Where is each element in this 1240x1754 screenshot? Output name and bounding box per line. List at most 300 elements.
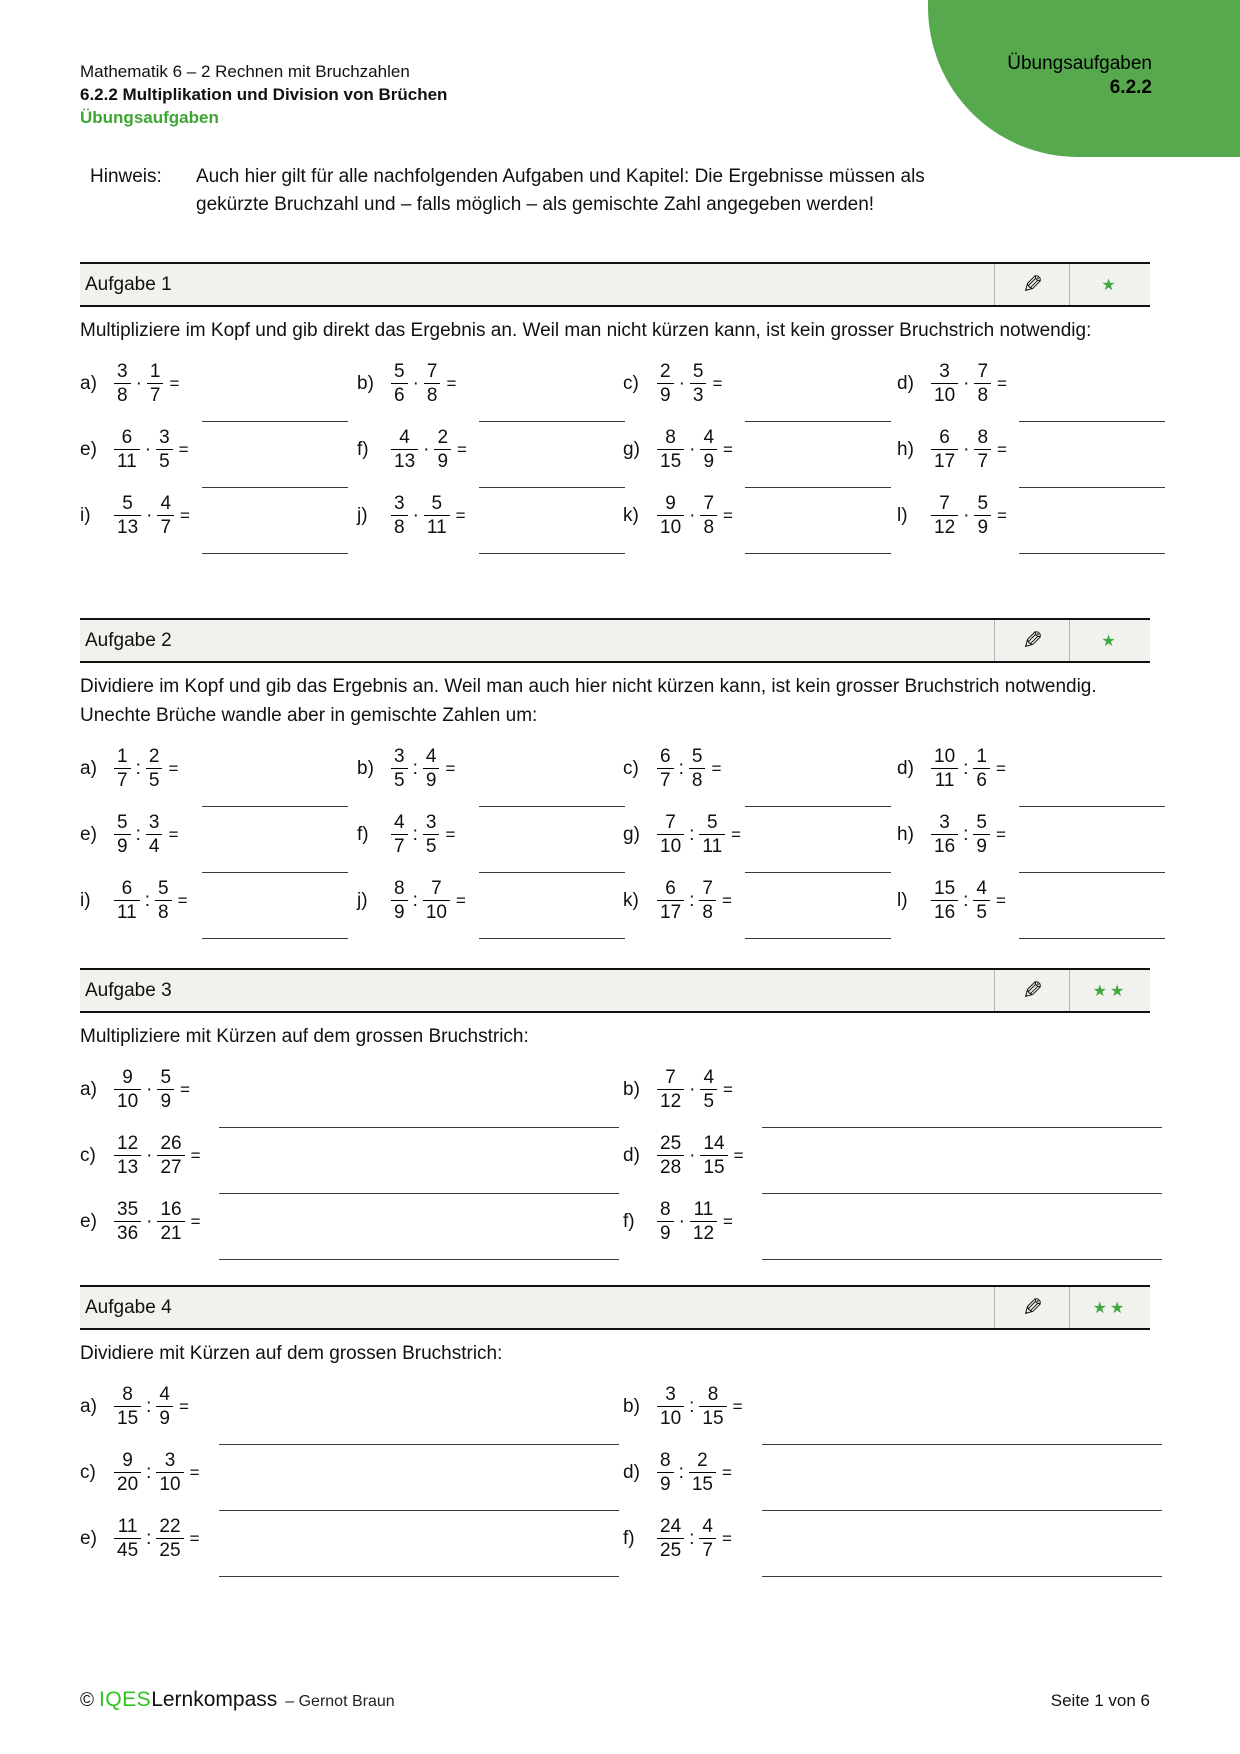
problem-cell bbox=[897, 424, 1150, 490]
operator-sign: : bbox=[146, 1395, 152, 1417]
problem-cell bbox=[80, 743, 357, 809]
operator-sign: · bbox=[678, 372, 685, 394]
problem-expression bbox=[80, 746, 357, 791]
equals-sign: = bbox=[455, 505, 466, 525]
footer-brand-iqes: IQES bbox=[99, 1688, 152, 1711]
fraction-first bbox=[114, 1450, 141, 1495]
fraction-first bbox=[114, 1133, 141, 1178]
fraction-second bbox=[156, 1516, 183, 1561]
fraction-second bbox=[974, 427, 991, 472]
operator-sign: : bbox=[963, 757, 969, 779]
fraction-numerator: 5 bbox=[974, 493, 991, 516]
operator-sign: · bbox=[689, 1078, 696, 1100]
fraction-numerator: 3 bbox=[156, 1450, 183, 1473]
fraction-numerator: 9 bbox=[114, 1067, 141, 1090]
equals-sign: = bbox=[733, 1145, 744, 1165]
fraction-numerator: 11 bbox=[114, 1516, 141, 1539]
fraction-denominator: 16 bbox=[934, 836, 956, 857]
fraction-numerator: 8 bbox=[657, 1450, 674, 1473]
fraction-numerator: 5 bbox=[424, 493, 450, 516]
problem-label: d) bbox=[623, 1461, 640, 1483]
header-chapter-line: 6.2.2 Multiplikation und Division von Brüchen bbox=[80, 85, 448, 104]
problems-grid bbox=[80, 1381, 1150, 1579]
fraction-denominator: 13 bbox=[117, 517, 139, 538]
problem-expression bbox=[357, 746, 623, 791]
problem-cell bbox=[623, 1064, 1150, 1130]
problems-grid bbox=[80, 1064, 1150, 1262]
equals-sign: = bbox=[189, 1462, 200, 1482]
fraction-numerator: 7 bbox=[423, 878, 450, 901]
pencil-cell bbox=[994, 1287, 1069, 1328]
answer-blank-line bbox=[219, 1444, 619, 1445]
operator-sign: : bbox=[412, 889, 418, 911]
equals-sign: = bbox=[722, 1528, 732, 1548]
fraction-first bbox=[114, 1384, 141, 1429]
equals-sign: = bbox=[168, 758, 179, 778]
fraction-second bbox=[699, 878, 716, 923]
fraction-first bbox=[114, 812, 131, 857]
equals-sign: = bbox=[446, 373, 457, 393]
problem-label: c) bbox=[80, 1144, 96, 1166]
problem-cell bbox=[623, 875, 897, 941]
fraction-denominator: 10 bbox=[159, 1474, 181, 1495]
fraction-first bbox=[931, 427, 958, 472]
fraction-numerator: 1 bbox=[147, 361, 164, 384]
fraction-second bbox=[700, 1133, 727, 1178]
fraction-second bbox=[973, 812, 990, 857]
equals-sign: = bbox=[997, 439, 1007, 459]
task-title: Aufgabe 4 bbox=[85, 1296, 172, 1318]
answer-blank-line bbox=[745, 553, 891, 554]
problem-expression bbox=[80, 1450, 623, 1495]
fraction-second bbox=[973, 878, 990, 923]
problem-expression bbox=[80, 493, 357, 538]
problem-cell bbox=[80, 809, 357, 875]
fraction-numerator: 3 bbox=[931, 361, 958, 384]
answer-blank-line bbox=[219, 1576, 619, 1577]
problem-cell bbox=[897, 809, 1150, 875]
equals-sign: = bbox=[190, 1211, 201, 1231]
problem-expression bbox=[623, 812, 897, 857]
task-title: Aufgabe 2 bbox=[85, 629, 172, 651]
answer-blank-line bbox=[762, 1127, 1162, 1128]
fraction-first bbox=[391, 427, 418, 472]
operator-sign: · bbox=[963, 372, 970, 394]
fraction-denominator: 7 bbox=[660, 770, 671, 791]
problem-expression bbox=[623, 746, 897, 791]
fraction-numerator: 25 bbox=[657, 1133, 684, 1156]
answer-blank-line bbox=[479, 938, 625, 939]
problem-label: c) bbox=[623, 757, 639, 779]
fraction-numerator: 26 bbox=[157, 1133, 184, 1156]
fraction-numerator: 4 bbox=[156, 1384, 173, 1407]
equals-sign: = bbox=[712, 373, 723, 393]
fraction-numerator: 5 bbox=[155, 878, 172, 901]
fraction-numerator: 12 bbox=[114, 1133, 141, 1156]
fraction-numerator: 7 bbox=[700, 493, 717, 516]
fraction-second bbox=[146, 812, 163, 857]
task-instruction: Multipliziere im Kopf und gib direkt das Ergebnis an. Weil man nicht kürzen kann, ist kein grosser Bruchstrich notwendig: bbox=[80, 320, 1092, 341]
fraction-denominator: 16 bbox=[934, 902, 956, 923]
difficulty-stars bbox=[1069, 1287, 1150, 1328]
fraction-denominator: 10 bbox=[117, 1091, 139, 1112]
fraction-denominator: 12 bbox=[934, 517, 956, 538]
equals-sign: = bbox=[722, 890, 732, 910]
equals-sign: = bbox=[456, 890, 466, 910]
fraction-numerator: 7 bbox=[657, 812, 684, 835]
fraction-denominator: 8 bbox=[158, 902, 169, 923]
answer-blank-line bbox=[479, 553, 625, 554]
problem-label: a) bbox=[80, 1078, 97, 1100]
problem-cell bbox=[80, 1447, 623, 1513]
fraction-numerator: 1 bbox=[114, 746, 131, 769]
problem-cell bbox=[897, 875, 1150, 941]
problem-label: f) bbox=[623, 1527, 635, 1549]
problem-expression bbox=[623, 1133, 1150, 1178]
fraction-denominator: 9 bbox=[660, 1223, 671, 1244]
problem-cell bbox=[623, 1130, 1150, 1196]
problem-label: f) bbox=[357, 823, 369, 845]
fraction-first bbox=[657, 812, 684, 857]
fraction-numerator: 5 bbox=[157, 1067, 174, 1090]
fraction-denominator: 5 bbox=[976, 902, 987, 923]
problem-expression bbox=[623, 1384, 1150, 1429]
fraction-numerator: 4 bbox=[973, 878, 990, 901]
task-header-bar bbox=[80, 262, 1150, 307]
operator-sign: · bbox=[689, 504, 696, 526]
fraction-second bbox=[156, 1384, 173, 1429]
fraction-denominator: 13 bbox=[394, 451, 416, 472]
problem-label: b) bbox=[623, 1078, 640, 1100]
answer-blank-line bbox=[762, 1259, 1162, 1260]
problem-cell bbox=[357, 424, 623, 490]
task-title: Aufgabe 3 bbox=[85, 979, 172, 1001]
task-instruction: Multipliziere mit Kürzen auf dem grossen Bruchstrich: bbox=[80, 1026, 529, 1047]
equals-sign: = bbox=[178, 439, 189, 459]
fraction-denominator: 10 bbox=[425, 902, 447, 923]
fraction-denominator: 4 bbox=[148, 836, 160, 857]
fraction-numerator: 3 bbox=[391, 746, 408, 769]
fraction-denominator: 8 bbox=[426, 385, 438, 406]
problem-expression bbox=[623, 427, 897, 472]
problems-grid bbox=[80, 743, 1150, 941]
answer-blank-line bbox=[745, 872, 891, 873]
answer-blank-line bbox=[745, 806, 891, 807]
fraction-first bbox=[931, 493, 958, 538]
problem-label: g) bbox=[623, 823, 640, 845]
problem-expression bbox=[897, 361, 1150, 406]
fraction-numerator: 2 bbox=[657, 361, 674, 384]
problem-label: i) bbox=[80, 504, 91, 526]
problem-label: a) bbox=[80, 1395, 97, 1417]
operator-sign: · bbox=[963, 504, 970, 526]
answer-blank-line bbox=[202, 553, 348, 554]
problem-expression bbox=[80, 1133, 623, 1178]
problem-label: e) bbox=[80, 1210, 97, 1232]
fraction-first bbox=[657, 493, 684, 538]
task-instruction: Dividiere mit Kürzen auf dem grossen Bruchstrich: bbox=[80, 1343, 503, 1364]
equals-sign: = bbox=[168, 824, 179, 844]
fraction-numerator: 8 bbox=[699, 1384, 726, 1407]
problem-cell bbox=[357, 743, 623, 809]
fraction-numerator: 3 bbox=[391, 493, 408, 516]
problem-expression bbox=[897, 812, 1150, 857]
fraction-first bbox=[657, 1384, 684, 1429]
fraction-first bbox=[657, 1450, 674, 1495]
fraction-second bbox=[157, 1133, 184, 1178]
fraction-first bbox=[657, 878, 684, 923]
hint-note bbox=[90, 163, 990, 219]
pencil-icon: ✎ bbox=[1021, 270, 1043, 299]
problem-label: b) bbox=[357, 372, 374, 394]
problem-label: h) bbox=[897, 823, 914, 845]
answer-blank-line bbox=[202, 872, 348, 873]
problem-cell bbox=[357, 358, 623, 424]
fraction-denominator: 9 bbox=[660, 1474, 671, 1495]
fraction-denominator: 9 bbox=[976, 836, 987, 857]
fraction-numerator: 3 bbox=[146, 812, 163, 835]
fraction-first bbox=[391, 878, 408, 923]
fraction-first bbox=[931, 812, 958, 857]
answer-blank-line bbox=[745, 421, 891, 422]
problems-grid bbox=[80, 358, 1150, 556]
fraction-denominator: 12 bbox=[692, 1223, 715, 1244]
problem-label: d) bbox=[623, 1144, 640, 1166]
fraction-first bbox=[391, 361, 408, 406]
operator-sign: · bbox=[144, 438, 152, 460]
fraction-denominator: 7 bbox=[160, 517, 172, 538]
fraction-numerator: 4 bbox=[157, 493, 174, 516]
equals-sign: = bbox=[723, 1079, 733, 1099]
equals-sign: = bbox=[179, 1396, 189, 1416]
fraction-second bbox=[974, 493, 991, 538]
operator-sign: · bbox=[146, 1078, 153, 1100]
fraction-numerator: 15 bbox=[931, 878, 958, 901]
star-icon: ★ bbox=[1092, 1299, 1110, 1317]
fraction-denominator: 8 bbox=[977, 385, 989, 406]
task-header-bar bbox=[80, 618, 1150, 663]
problem-expression bbox=[357, 361, 623, 406]
pencil-icon: ✎ bbox=[1021, 1293, 1043, 1322]
hint-text: Auch hier gilt für alle nachfolgenden Aufgaben und Kapitel: Die Ergebnisse müssen als gekürzte Bruchzahl und – falls möglich – als gemischte Zahl angegeben werden! bbox=[196, 166, 925, 215]
fraction-second bbox=[974, 361, 991, 406]
fraction-second bbox=[157, 1067, 174, 1112]
fraction-first bbox=[114, 746, 131, 791]
fraction-numerator: 1 bbox=[973, 746, 990, 769]
fraction-first bbox=[391, 746, 408, 791]
problem-label: c) bbox=[623, 372, 639, 394]
answer-blank-line bbox=[1019, 421, 1165, 422]
equals-sign: = bbox=[723, 439, 733, 459]
fraction-second bbox=[699, 812, 725, 857]
problem-cell bbox=[623, 1513, 1150, 1579]
operator-sign: : bbox=[963, 889, 969, 911]
fraction-numerator: 4 bbox=[391, 812, 408, 835]
fraction-numerator: 6 bbox=[114, 427, 140, 450]
answer-blank-line bbox=[1019, 553, 1165, 554]
fraction-second bbox=[147, 361, 164, 406]
hint-label: Hinweis: bbox=[90, 166, 162, 187]
problem-cell bbox=[623, 1447, 1150, 1513]
equals-sign: = bbox=[722, 1462, 732, 1482]
operator-sign: : bbox=[689, 823, 695, 845]
problem-expression bbox=[357, 878, 623, 923]
problem-cell bbox=[897, 358, 1150, 424]
task-section bbox=[80, 1285, 1150, 1579]
fraction-denominator: 7 bbox=[117, 770, 128, 791]
answer-blank-line bbox=[762, 1576, 1162, 1577]
problem-label: f) bbox=[357, 438, 369, 460]
task-header-bar bbox=[80, 968, 1150, 1013]
answer-blank-line bbox=[202, 421, 348, 422]
equals-sign: = bbox=[996, 758, 1006, 778]
problem-cell bbox=[623, 358, 897, 424]
equals-sign: = bbox=[189, 1528, 200, 1548]
answer-blank-line bbox=[219, 1127, 619, 1128]
fraction-second bbox=[423, 812, 440, 857]
problem-label: l) bbox=[897, 504, 908, 526]
fraction-first bbox=[931, 361, 958, 406]
problem-label: d) bbox=[897, 372, 914, 394]
operator-sign: : bbox=[146, 1527, 152, 1549]
fraction-denominator: 8 bbox=[703, 517, 715, 538]
fraction-denominator: 9 bbox=[159, 1408, 170, 1429]
fraction-numerator: 16 bbox=[157, 1199, 184, 1222]
problem-cell bbox=[623, 490, 897, 556]
fraction-denominator: 7 bbox=[977, 451, 989, 472]
fraction-denominator: 9 bbox=[437, 451, 449, 472]
fraction-numerator: 5 bbox=[391, 361, 408, 384]
answer-blank-line bbox=[479, 487, 625, 488]
problem-expression bbox=[80, 427, 357, 472]
fraction-numerator: 4 bbox=[699, 1516, 716, 1539]
problem-cell bbox=[623, 1196, 1150, 1262]
fraction-second bbox=[689, 1450, 716, 1495]
fraction-denominator: 6 bbox=[394, 385, 405, 406]
equals-sign: = bbox=[177, 890, 188, 910]
fraction-first bbox=[114, 1199, 141, 1244]
fraction-first bbox=[657, 1199, 674, 1244]
fraction-denominator: 9 bbox=[660, 385, 671, 406]
star-icon: ★ bbox=[1101, 276, 1119, 294]
fraction-first bbox=[657, 1067, 684, 1112]
fraction-numerator: 6 bbox=[657, 746, 674, 769]
operator-sign: · bbox=[689, 438, 696, 460]
answer-blank-line bbox=[202, 487, 348, 488]
fraction-second bbox=[434, 427, 451, 472]
operator-sign: : bbox=[412, 757, 418, 779]
operator-sign: · bbox=[412, 504, 419, 526]
fraction-numerator: 3 bbox=[657, 1384, 684, 1407]
problem-label: d) bbox=[897, 757, 914, 779]
problem-cell bbox=[623, 809, 897, 875]
fraction-second bbox=[690, 361, 707, 406]
fraction-first bbox=[657, 427, 684, 472]
problem-expression bbox=[357, 812, 623, 857]
operator-sign: · bbox=[135, 372, 142, 394]
fraction-denominator: 9 bbox=[703, 451, 715, 472]
page-footer bbox=[80, 1688, 1150, 1712]
fraction-numerator: 4 bbox=[423, 746, 440, 769]
fraction-first bbox=[657, 746, 674, 791]
fraction-denominator: 3 bbox=[692, 385, 704, 406]
fraction-second bbox=[155, 878, 172, 923]
badge-section-number: 6.2.2 bbox=[1109, 77, 1152, 98]
problem-label: k) bbox=[623, 889, 639, 911]
fraction-numerator: 5 bbox=[690, 361, 707, 384]
problem-label: g) bbox=[623, 438, 640, 460]
problem-cell bbox=[623, 743, 897, 809]
fraction-denominator: 12 bbox=[660, 1091, 682, 1112]
problem-cell bbox=[357, 490, 623, 556]
task-header-bar bbox=[80, 1285, 1150, 1330]
problem-label: b) bbox=[357, 757, 374, 779]
fraction-second bbox=[156, 427, 173, 472]
fraction-first bbox=[114, 493, 141, 538]
problem-expression bbox=[80, 1516, 623, 1561]
operator-sign: : bbox=[678, 757, 684, 779]
fraction-denominator: 8 bbox=[691, 770, 703, 791]
fraction-numerator: 5 bbox=[973, 812, 990, 835]
answer-blank-line bbox=[479, 806, 625, 807]
fraction-first bbox=[114, 1067, 141, 1112]
fraction-denominator: 15 bbox=[691, 1474, 713, 1495]
problem-label: e) bbox=[80, 823, 97, 845]
operator-sign: : bbox=[135, 757, 141, 779]
fraction-denominator: 25 bbox=[159, 1540, 181, 1561]
answer-blank-line bbox=[745, 487, 891, 488]
fraction-second bbox=[157, 1199, 184, 1244]
problem-cell bbox=[897, 743, 1150, 809]
operator-sign: : bbox=[963, 823, 969, 845]
equals-sign: = bbox=[723, 505, 733, 525]
fraction-numerator: 9 bbox=[657, 493, 684, 516]
problem-expression bbox=[897, 493, 1150, 538]
problem-label: l) bbox=[897, 889, 908, 911]
answer-blank-line bbox=[202, 806, 348, 807]
difficulty-stars bbox=[1069, 264, 1150, 305]
operator-sign: · bbox=[689, 1144, 696, 1166]
pencil-cell bbox=[994, 620, 1069, 661]
problem-label: k) bbox=[623, 504, 639, 526]
fraction-numerator: 8 bbox=[114, 1384, 141, 1407]
operator-sign: : bbox=[146, 1461, 152, 1483]
task-section bbox=[80, 618, 1150, 941]
fraction-numerator: 22 bbox=[156, 1516, 183, 1539]
equals-sign: = bbox=[180, 505, 190, 525]
problem-label: e) bbox=[80, 1527, 97, 1549]
problem-cell bbox=[357, 809, 623, 875]
operator-sign: · bbox=[146, 1144, 153, 1166]
equals-sign: = bbox=[457, 439, 467, 459]
fraction-denominator: 8 bbox=[702, 902, 713, 923]
fraction-denominator: 21 bbox=[160, 1223, 182, 1244]
fraction-first bbox=[114, 361, 131, 406]
document-header bbox=[80, 60, 447, 129]
fraction-denominator: 11 bbox=[934, 770, 955, 791]
fraction-second bbox=[423, 746, 440, 791]
problem-cell bbox=[80, 875, 357, 941]
star-icon: ★ bbox=[1101, 632, 1119, 650]
answer-blank-line bbox=[745, 938, 891, 939]
problem-cell bbox=[80, 1064, 623, 1130]
fraction-numerator: 8 bbox=[657, 1199, 674, 1222]
header-subtitle: Übungsaufgaben bbox=[80, 108, 219, 127]
fraction-second bbox=[689, 746, 706, 791]
problem-expression bbox=[80, 812, 357, 857]
fraction-denominator: 6 bbox=[976, 770, 987, 791]
fraction-second bbox=[424, 493, 450, 538]
